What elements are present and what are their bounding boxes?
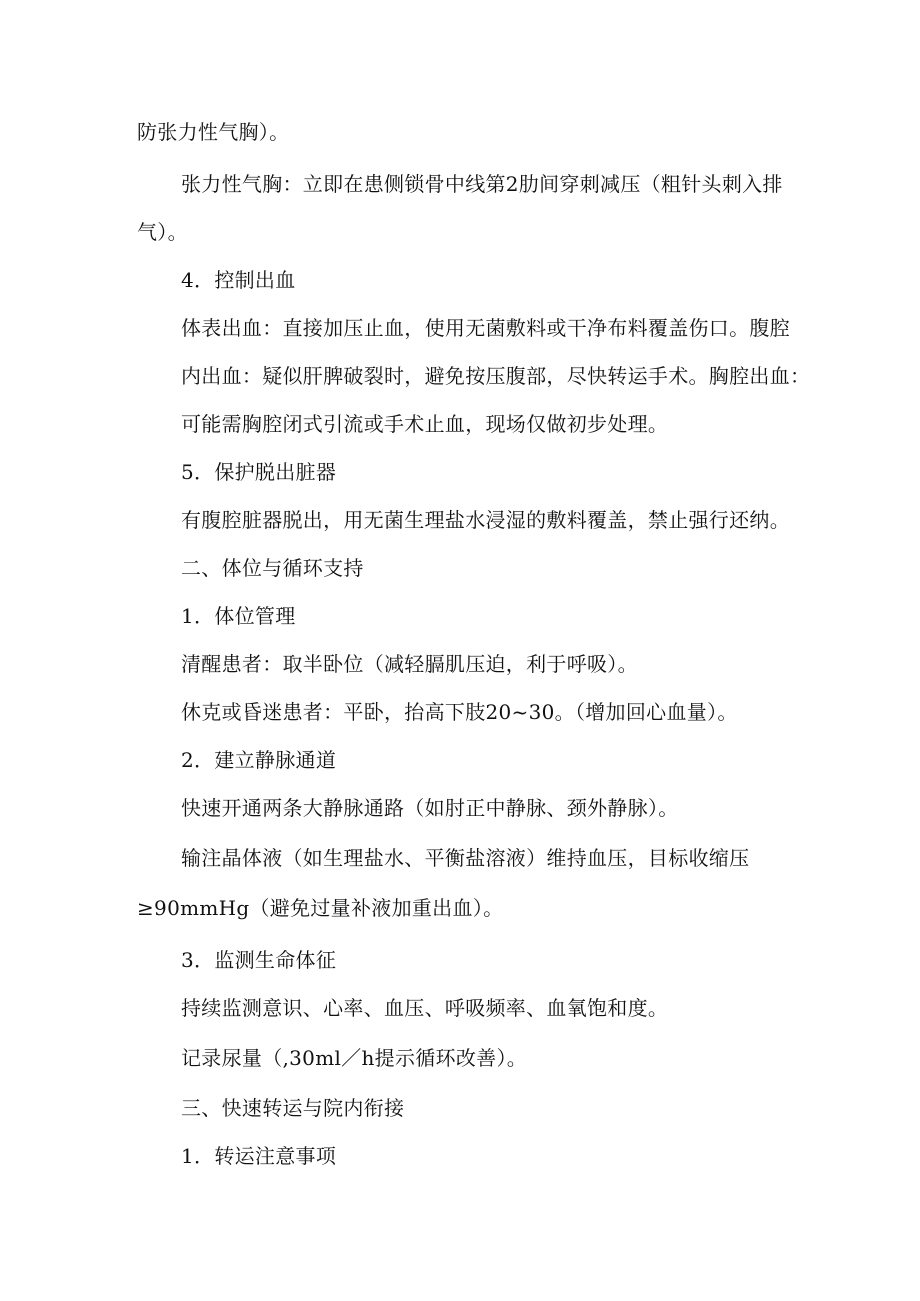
- section-heading: 5．保护脱出脏器: [181, 460, 337, 484]
- section-heading: 1．转运注意事项: [181, 1144, 337, 1168]
- paragraph-line: 休克或昏迷患者：平卧，抬高下肢20~30。（增加回心血量）。: [181, 700, 738, 724]
- paragraph-line: 持续监测意识、心率、血压、呼吸频率、血氧饱和度。: [181, 996, 669, 1020]
- section-heading: 1．体位管理: [181, 604, 296, 628]
- paragraph-line: 快速开通两条大静脉通路（如肘正中静脉、颈外静脉）。: [181, 796, 679, 820]
- paragraph-line: 可能需胸腔闭式引流或手术止血，现场仅做初步处理。: [181, 412, 669, 436]
- paragraph-line: 张力性气胸：立即在患侧锁骨中线第2肋间穿刺减压（粗针头刺入排: [181, 172, 783, 196]
- paragraph-line: ≥90mmHg（避免过量补液加重出血）。: [137, 896, 504, 920]
- paragraph-line: 有腹腔脏器脱出，用无菌生理盐水浸湿的敷料覆盖，禁止强行还纳。: [181, 508, 790, 532]
- paragraph-line: 输注晶体液（如生理盐水、平衡盐溶液）维持血压，目标收缩压: [181, 846, 750, 870]
- section-heading: 2．建立静脉通道: [181, 748, 337, 772]
- section-heading: 3．监测生命体征: [181, 948, 337, 972]
- chapter-heading: 二、体位与循环支持: [181, 556, 364, 580]
- section-heading: 4．控制出血: [181, 268, 296, 292]
- paragraph-line: 防张力性气胸）。: [137, 120, 290, 144]
- paragraph-line: 内出血：疑似肝脾破裂时，避免按压腹部，尽快转运手术。胸腔出血：: [181, 364, 811, 388]
- paragraph-line: 记录尿量（,30ml／h提示循环改善）。: [181, 1046, 528, 1070]
- chapter-heading: 三、快速转运与院内衔接: [181, 1096, 405, 1120]
- paragraph-line: 气）。: [137, 220, 188, 244]
- paragraph-line: 清醒患者：取半卧位（减轻膈肌压迫，利于呼吸）。: [181, 652, 638, 676]
- paragraph-line: 体表出血：直接加压止血，使用无菌敷料或干净布料覆盖伤口。腹腔: [181, 316, 790, 340]
